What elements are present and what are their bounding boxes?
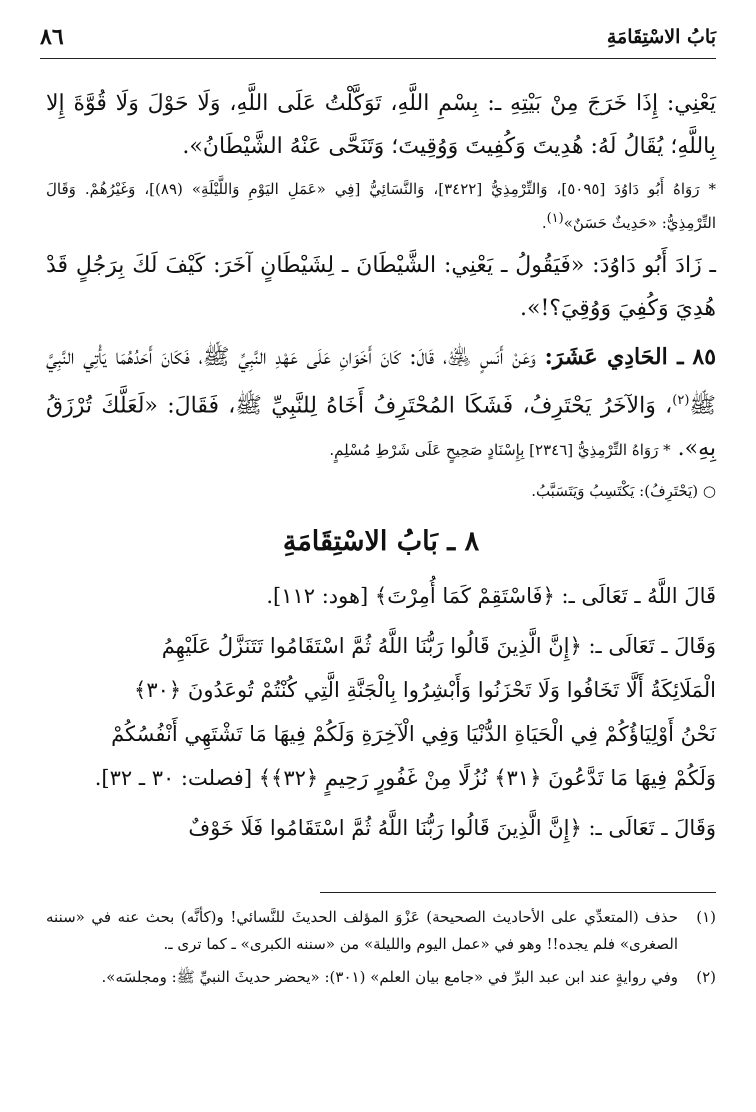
verse-fussilat-line-4: وَلَكُمْ فِيهَا مَا تَدَّعُونَ ﴿٣١﴾ نُزُلًا مِنْ غَفُورٍ رَحِيمٍ ﴿٣٢﴾﴾ [فصلت: ٣٠ ـ ٣٢]. bbox=[94, 766, 716, 791]
footnote-divider bbox=[320, 892, 716, 893]
footnotes bbox=[46, 904, 716, 997]
word-gloss: ○ (يَحْتَرِفُ): يَكْتَسِبُ وَيَتَسَبَّبُ. bbox=[531, 482, 716, 501]
verse-ahqaf-start: وَقَالَ ـ تَعَالَى ـ: ﴿إِنَّ الَّذِينَ قَالُوا رَبُّنَا اللَّهُ ثُمَّ اسْتَقَامُوا فَلَا خَوْفٌ bbox=[188, 816, 716, 841]
footnote-ref-1: (١) bbox=[546, 211, 564, 226]
abu-dawud-addition: ـ زَادَ أَبُو دَاوُدَ: «فَيَقُولُ ـ يَعْنِي: الشَّيْطَانَ ـ لِشَيْطَانٍ آخَرَ: كَيْفَ لَكَ بِرَجُلٍ قَدْ هُدِيَ وَكُفِيَ وَوُقِيَ؟!». bbox=[46, 253, 716, 321]
hadith-text-part-b: ، وَالآخَرُ يَحْتَرِفُ، فَشَكَا المُحْتَرِفُ أَخَاهُ لِلنَّبِيِّ ﷺ، فَقَالَ: «لَعَلَّكَ تُرْزَقُ بِهِ». bbox=[46, 393, 716, 462]
verse-hud: قَالَ اللَّهُ ـ تَعَالَى ـ: ﴿فَاسْتَقِمْ كَمَا أُمِرْتَ﴾ [هود: ١١٢]. bbox=[266, 584, 716, 609]
footnote-number: (١) bbox=[696, 908, 716, 926]
footnote-text: وفي روايةٍ عند ابن عبد البرِّ في «جامع بيان العلم» (٣٠١): «يحضر حديثَ النبيِّ ﷺ: ومجلسَه». bbox=[101, 968, 678, 986]
hadith-text-part-a: وَعَنْ أَنَسٍ ﵁، قَالَ: كَانَ أَخَوَانِ عَلَى عَهْدِ النَّبِيِّ ﷺ، فَكَانَ أَحَدُهُمَا يَأْتِي النَّبِيَّ ﷺ bbox=[46, 345, 716, 419]
verse-fussilat-line-2: الْمَلَائِكَةُ أَلَّا تَخَافُوا وَلَا تَحْزَنُوا وَأَبْشِرُوا بِالْجَنَّةِ الَّتِي كُنْتُمْ تُوعَدُونَ ﴿٣٠﴾ bbox=[134, 678, 716, 703]
running-title: بَابُ الاسْتِقَامَةِ bbox=[606, 26, 716, 48]
footnote-2 bbox=[46, 964, 716, 991]
takhrij-note: * رَوَاهُ أَبُو دَاوُدَ [٥٠٩٥]، وَالتِّرْمِذِيُّ [٣٤٢٢]، وَالنَّسَائِيُّ [فِي «عَمَلِ اليَوْمِ وَاللَّيْلَةِ» (٨٩)]، وَغَيْرُهُمْ. وَقَالَ التِّرْمِذِيُّ: «حَدِيثٌ حَسَنٌ»(١). bbox=[46, 180, 716, 232]
verse-fussilat-line-1: وَقَالَ ـ تَعَالَى ـ: ﴿إِنَّ الَّذِينَ قَالُوا رَبُّنَا اللَّهُ ثُمَّ اسْتَقَامُوا تَتَنَزَّلُ عَلَيْهِمُ bbox=[161, 634, 716, 659]
takhrij-text: * رَوَاهُ أَبُو دَاوُدَ [٥٠٩٥]، وَالتِّرْمِذِيُّ [٣٤٢٢]، وَالنَّسَائِيُّ [فِي «عَمَلِ اليَوْمِ وَاللَّيْلَةِ» (٨٩)]، وَغَيْرُهُمْ. وَقَالَ التِّرْمِذِيُّ: «حَدِيثٌ حَسَنٌ» bbox=[46, 180, 716, 232]
hadith-takhrij: * رَوَاهُ التِّرْمِذِيُّ [٢٣٤٦] بِإِسْنَادٍ صَحِيحٍ عَلَى شَرْطِ مُسْلِمٍ. bbox=[329, 441, 671, 460]
footnote-text: حذف (المتعدِّي على الأحاديث الصحيحة) عَزْوَ المؤلف الحديثَ للنَّسائي! و(كأنَّه) بحث عنه في «سننه الصغرى» فلم يجده!! وهو في «عمل اليوم والليلة» من «سننه الكبرى» ـ كما ترى ـ. bbox=[46, 908, 678, 953]
hadith-85 bbox=[46, 336, 716, 470]
running-header bbox=[40, 20, 716, 59]
hadith-label: ـ الحَادِي عَشَرَ: bbox=[544, 344, 684, 370]
hadith-number: ٨٥ bbox=[692, 344, 717, 370]
footnote-ref-2: (٢) bbox=[672, 393, 690, 408]
verse-fussilat-line-3: نَحْنُ أَوْلِيَاؤُكُمْ فِي الْحَيَاةِ الدُّنْيَا وَفِي الْآخِرَةِ وَلَكُمْ فِيهَا مَا تَشْتَهِي أَنْفُسُكُمْ bbox=[111, 722, 716, 747]
hadith-continuation-paragraph: يَعْنِي: إِذَا خَرَجَ مِنْ بَيْتِهِ ـ: بِسْمِ اللَّهِ، تَوَكَّلْتُ عَلَى اللَّهِ، وَلَا حَوْلَ وَلَا قُوَّةَ إِلا بِاللَّهِ؛ يُقَالُ لَهُ: هُدِيتَ وَكُفِيتَ وَوُقِيتَ؛ وَتَنَحَّى عَنْهُ الشَّيْطَانُ». bbox=[46, 91, 716, 159]
footnote-number: (٢) bbox=[696, 968, 716, 986]
page-number: ٨٦ bbox=[40, 24, 64, 50]
footnote-1 bbox=[46, 904, 716, 958]
chapter-heading: ٨ ـ بَابُ الاسْتِقَامَةِ bbox=[282, 526, 480, 558]
main-text bbox=[46, 82, 716, 856]
